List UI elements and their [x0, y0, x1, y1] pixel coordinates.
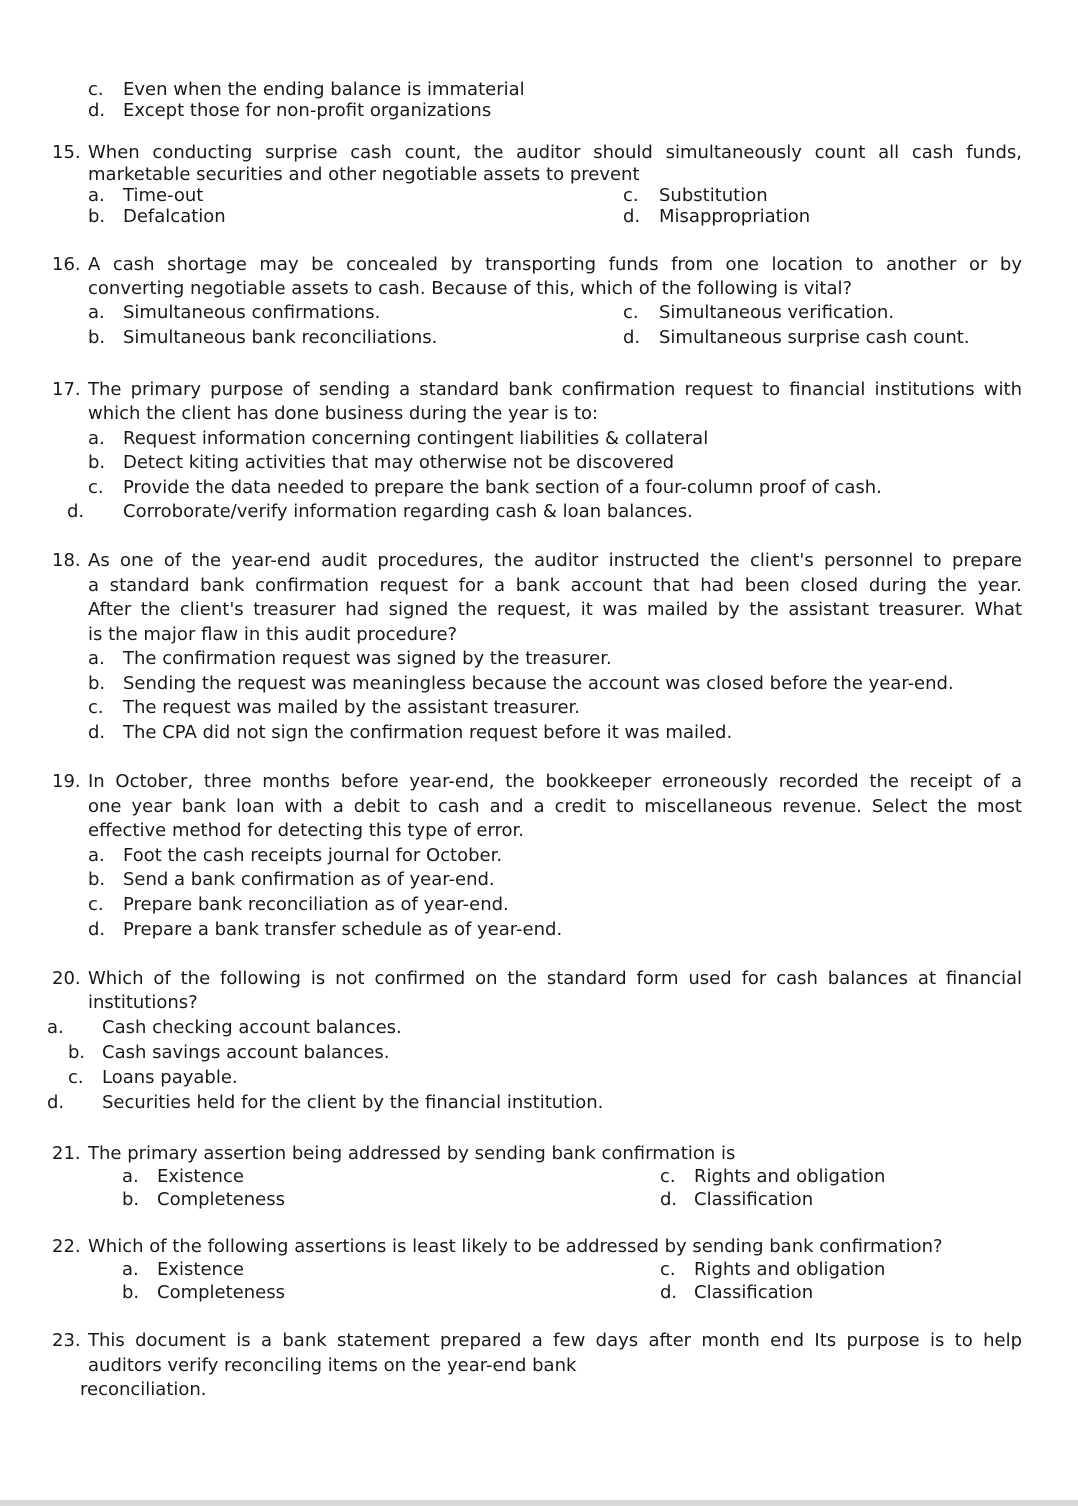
option-letter: b.	[122, 1189, 140, 1210]
question-text-line: reconciliation.	[80, 1379, 207, 1400]
option-text: Corroborate/verify information regarding cash & loan balances.	[123, 501, 693, 522]
question-text-line: effective method for detecting this type of error.	[88, 820, 525, 841]
question-number: 20.	[52, 968, 81, 989]
option-letter: c.	[88, 697, 104, 718]
option-letter: d.	[88, 919, 106, 940]
option-text: Except those for non-profit organizations	[123, 100, 492, 121]
option-text: Cash savings account balances.	[102, 1042, 390, 1063]
option-letter: d.	[623, 206, 641, 227]
question-text-line: auditors verify reconciling items on the year-end bank	[88, 1355, 577, 1376]
question-text-line: The primary purpose of sending a standard bank confirmation request to financial institutions with	[88, 379, 1022, 400]
option-text: Completeness	[157, 1282, 285, 1303]
question-text-line: The primary assertion being addressed by sending bank confirmation is	[88, 1143, 736, 1164]
option-letter: c.	[68, 1067, 84, 1088]
option-text: Completeness	[157, 1189, 285, 1210]
option-letter: d.	[660, 1282, 678, 1303]
option-letter: b.	[122, 1282, 140, 1303]
option-letter: b.	[88, 327, 106, 348]
option-text: Loans payable.	[102, 1067, 238, 1088]
option-text: Classification	[694, 1282, 814, 1303]
option-letter: b.	[68, 1042, 86, 1063]
question-text-line: In October, three months before year-end, the bookkeeper erroneously recorded the receipt of a	[88, 771, 1022, 792]
question-number: 17.	[52, 379, 81, 400]
question-text-line: is the major flaw in this audit procedure?	[88, 624, 458, 645]
question-text-line: one year bank loan with a debit to cash and a credit to miscellaneous revenue. Select the most	[88, 796, 1022, 817]
question-number: 23.	[52, 1330, 81, 1351]
question-text-line: As one of the year-end audit procedures, the auditor instructed the client's personnel to prepare	[88, 550, 1022, 571]
option-text: Simultaneous bank reconciliations.	[123, 327, 438, 348]
option-letter: c.	[660, 1166, 676, 1187]
option-text: Existence	[157, 1259, 244, 1280]
option-text: Rights and obligation	[694, 1259, 886, 1280]
option-letter: c.	[623, 302, 639, 323]
question-text-line: When conducting surprise cash count, the auditor should simultaneously count all cash funds,	[88, 142, 1022, 163]
option-letter: c.	[88, 477, 104, 498]
option-text: Time-out	[123, 185, 204, 206]
option-letter: b.	[88, 869, 106, 890]
question-number: 18.	[52, 550, 81, 571]
option-text: Provide the data needed to prepare the bank section of a four-column proof of cash.	[123, 477, 882, 498]
option-letter: b.	[88, 452, 106, 473]
option-text: Foot the cash receipts journal for October.	[123, 845, 503, 866]
page-bottom-edge	[0, 1500, 1078, 1506]
question-number: 21.	[52, 1143, 81, 1164]
option-text: Rights and obligation	[694, 1166, 886, 1187]
question-text-line: a standard bank confirmation request for a bank account that had been closed during the year.	[88, 575, 1022, 596]
option-text: The confirmation request was signed by the treasurer.	[123, 648, 612, 669]
option-letter: a.	[122, 1259, 139, 1280]
option-text: Substitution	[659, 185, 768, 206]
question-number: 22.	[52, 1236, 81, 1257]
option-letter: a.	[47, 1017, 64, 1038]
option-text: Request information concerning contingent liabilities & collateral	[123, 428, 709, 449]
question-text-line: Which of the following is not confirmed on the standard form used for cash balances at financial	[88, 968, 1022, 989]
option-text: Prepare a bank transfer schedule as of year-end.	[123, 919, 563, 940]
option-letter: c.	[88, 894, 104, 915]
question-number: 16.	[52, 254, 81, 275]
option-letter: d.	[88, 722, 106, 743]
option-text: Existence	[157, 1166, 244, 1187]
option-letter: b.	[88, 673, 106, 694]
question-text-line: After the client's treasurer had signed the request, it was mailed by the assistant treasurer. What	[88, 599, 1022, 620]
question-number: 15.	[52, 142, 81, 163]
option-letter: a.	[88, 428, 105, 449]
option-text: Simultaneous confirmations.	[123, 302, 381, 323]
question-text-line: marketable securities and other negotiable assets to prevent	[88, 164, 640, 185]
question-text-line: A cash shortage may be concealed by transporting funds from one location to another or by	[88, 254, 1022, 275]
question-text-line: This document is a bank statement prepared a few days after month end Its purpose is to help	[88, 1330, 1022, 1351]
question-number: 19.	[52, 771, 81, 792]
option-letter: a.	[88, 185, 105, 206]
option-letter: a.	[88, 845, 105, 866]
option-text: Defalcation	[123, 206, 226, 227]
option-letter: b.	[88, 206, 106, 227]
option-text: Simultaneous surprise cash count.	[659, 327, 970, 348]
option-letter: c.	[88, 79, 104, 100]
option-letter: d.	[67, 501, 85, 522]
option-letter: a.	[122, 1166, 139, 1187]
option-letter: a.	[88, 648, 105, 669]
option-text: Classification	[694, 1189, 814, 1210]
question-text-line: converting negotiable assets to cash. Because of this, which of the following is vital?	[88, 278, 853, 299]
option-letter: d.	[88, 100, 106, 121]
option-letter: d.	[660, 1189, 678, 1210]
option-letter: d.	[623, 327, 641, 348]
option-text: Even when the ending balance is immaterial	[123, 79, 525, 100]
option-letter: c.	[623, 185, 639, 206]
option-letter: a.	[88, 302, 105, 323]
option-text: Cash checking account balances.	[102, 1017, 402, 1038]
option-text: Simultaneous verification.	[659, 302, 895, 323]
option-text: Sending the request was meaningless because the account was closed before the year-end.	[123, 673, 954, 694]
option-text: The CPA did not sign the confirmation request before it was mailed.	[123, 722, 733, 743]
option-letter: c.	[660, 1259, 676, 1280]
question-text-line: institutions?	[88, 992, 198, 1013]
option-text: Detect kiting activities that may otherwise not be discovered	[123, 452, 675, 473]
option-text: The request was mailed by the assistant treasurer.	[123, 697, 580, 718]
option-text: Send a bank confirmation as of year-end.	[123, 869, 495, 890]
option-text: Securities held for the client by the financial institution.	[102, 1092, 604, 1113]
question-text-line: which the client has done business during the year is to:	[88, 403, 599, 424]
option-text: Prepare bank reconciliation as of year-end.	[123, 894, 509, 915]
option-letter: d.	[47, 1092, 65, 1113]
option-text: Misappropriation	[659, 206, 811, 227]
question-text-line: Which of the following assertions is least likely to be addressed by sending bank confirmation?	[88, 1236, 943, 1257]
